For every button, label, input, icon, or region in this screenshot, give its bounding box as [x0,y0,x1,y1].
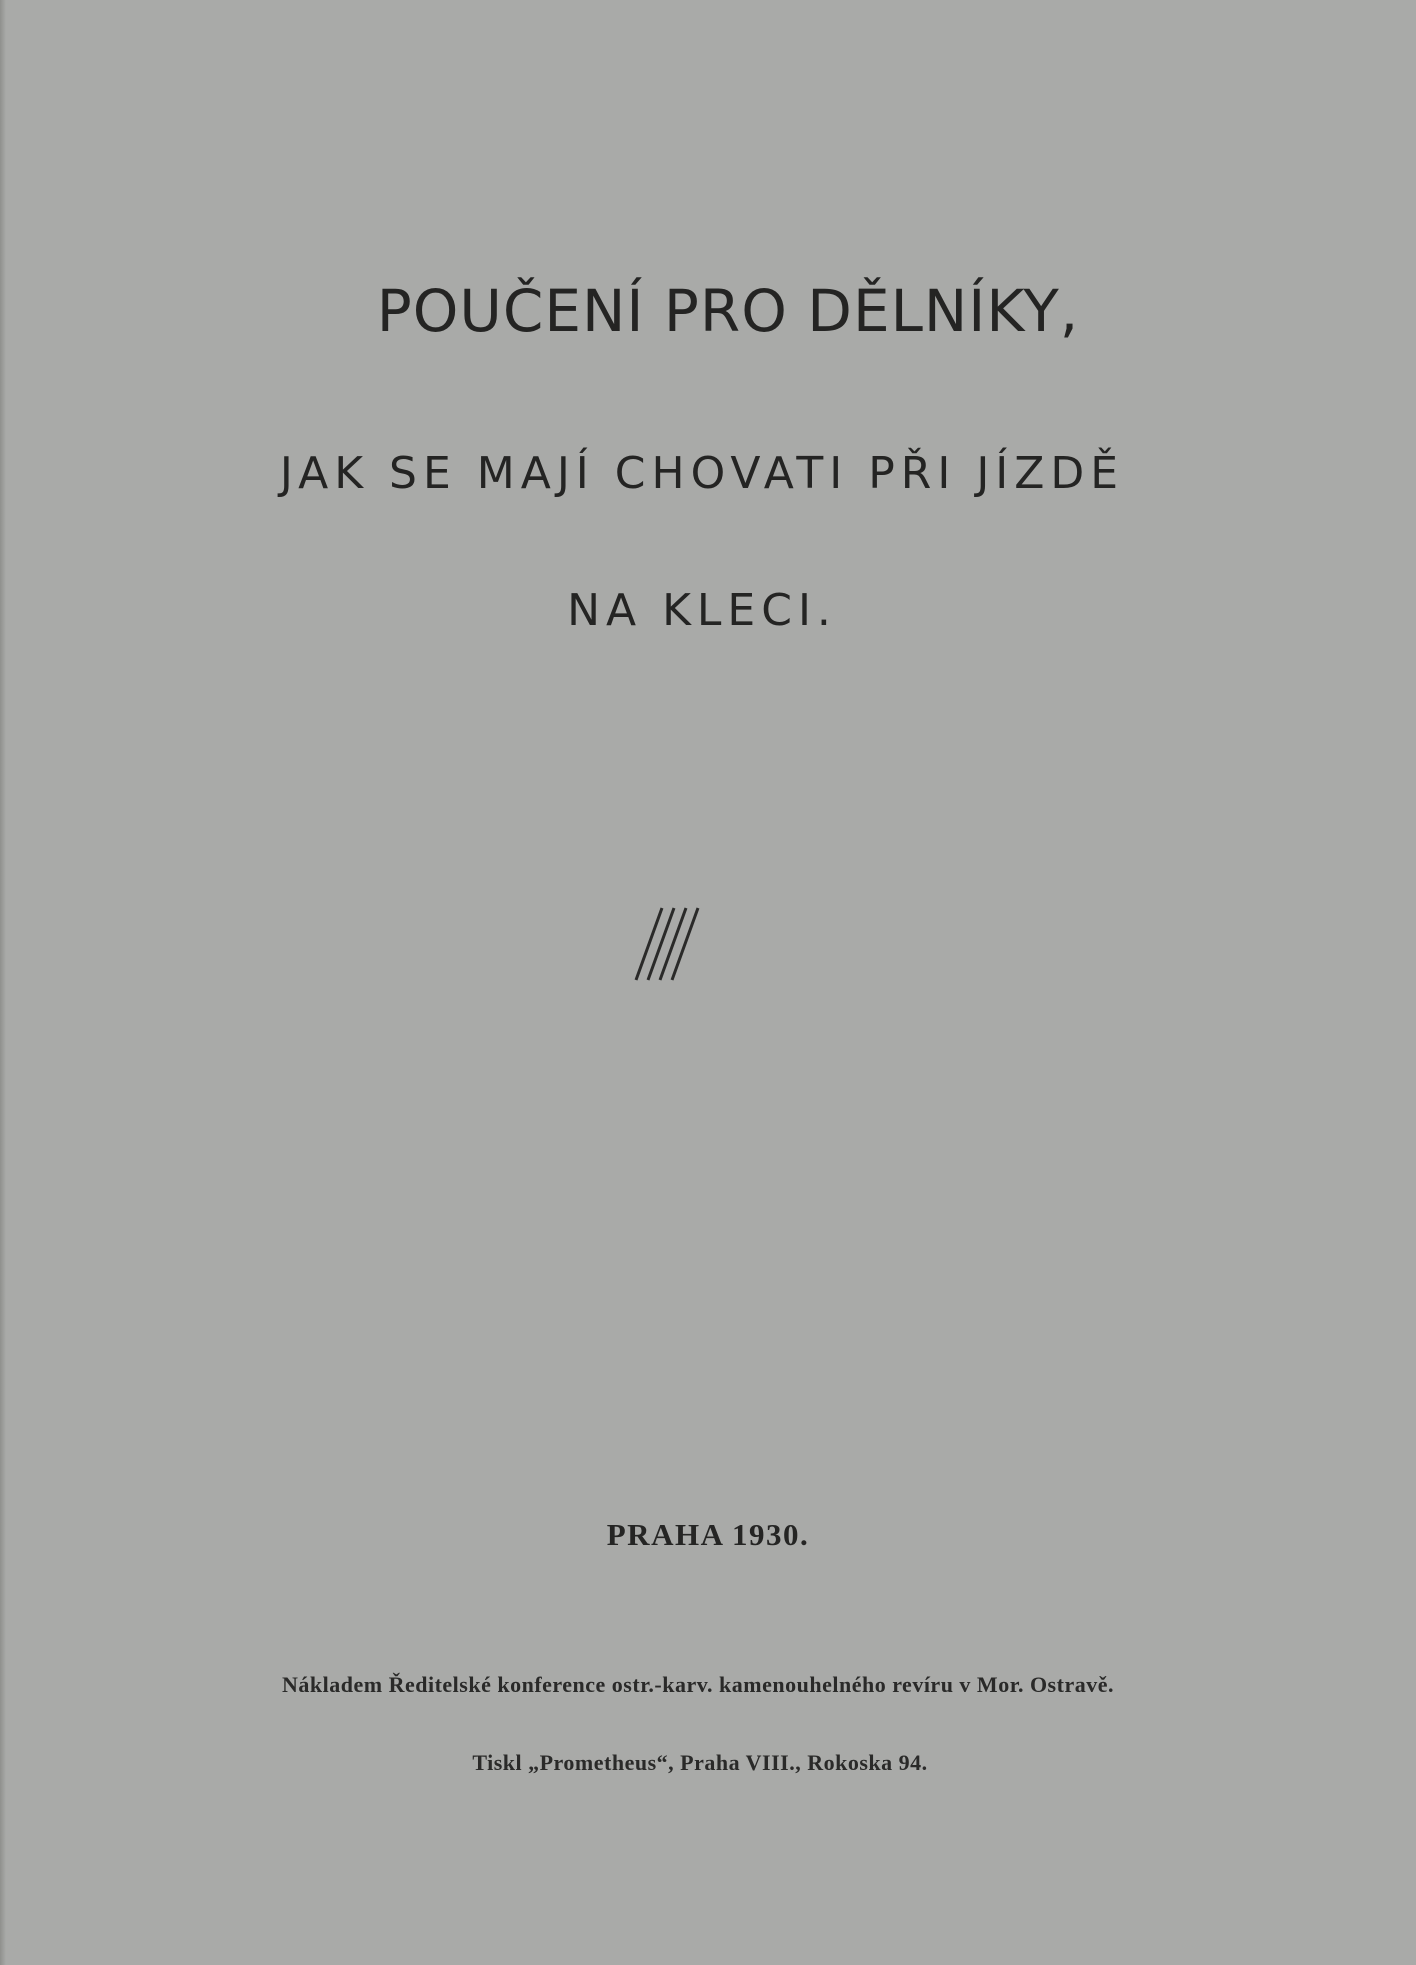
place-year: PRAHA 1930. [606,1517,810,1552]
title-line-1: POUČENÍ PRO DĚLNÍKY, [376,277,1080,345]
publisher-line: Nákladem Ředitelské konference ostr.-karv. kamenouhelného revíru v Mor. Ostravě. [282,1672,1114,1697]
printer-line: Tiskl „Prometheus“, Praha VIII., Rokoska 94. [472,1750,928,1775]
triple-slash-ornament-icon [634,906,704,982]
spine-edge [0,0,6,1965]
title-line-3: NA KLECI. [567,585,837,636]
title-line-2: JAK SE MAJÍ CHOVATI PŘI JÍZDĚ [279,448,1125,499]
